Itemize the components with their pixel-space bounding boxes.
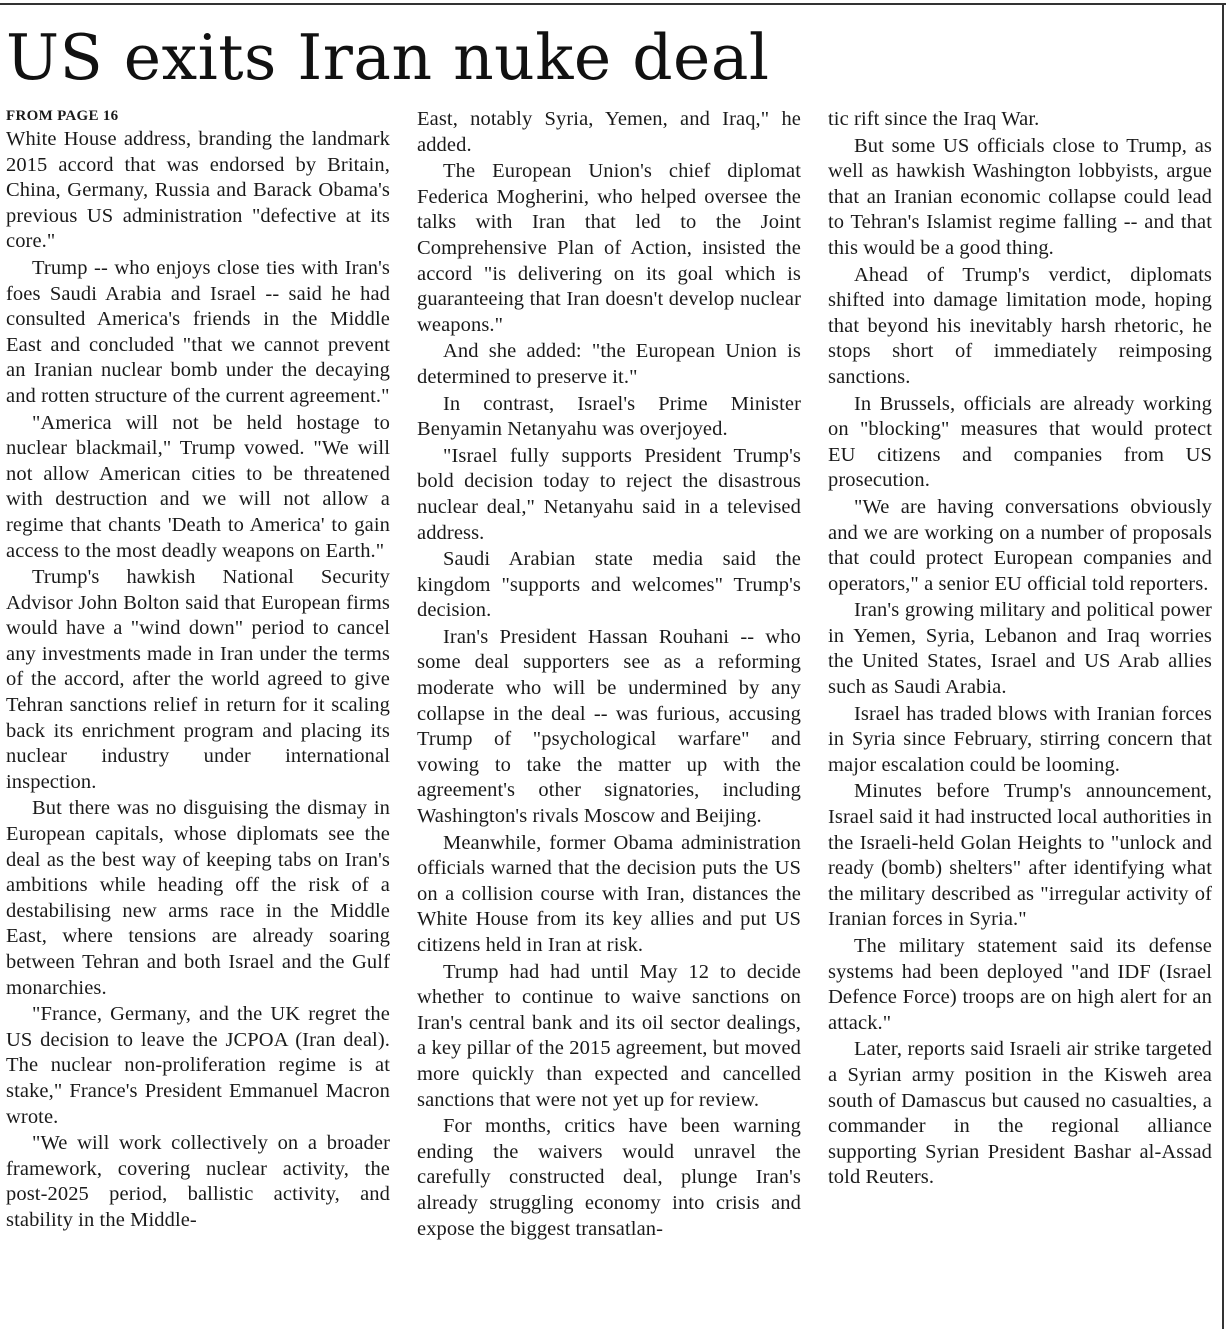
article-columns (6, 106, 1212, 1242)
column-1 (6, 106, 390, 1242)
paragraph: "America will not be held hostage to nuclear blackmail," Trump vowed. "We will not allow American cities to be threatened with destruction and we will not allow a regime that chants 'Death to America' to gain access to the most deadly weapons on Earth." (6, 411, 390, 562)
paragraph: Later, reports said Israeli air strike targeted a Syrian army position in the Kisweh area south of Damascus but caused no casualties, a commander in the regional alliance supporting Syrian President Bashar al-Assad told Reuters. (828, 1038, 1212, 1189)
paragraph: Iran's growing military and political power in Yemen, Syria, Lebanon and Iraq worries the United States, Israel and US Arab allies such as Saudi Arabia. (828, 599, 1212, 699)
paragraph: "We are having conversations obviously and we are working on a number of proposals that could protect European companies and operators," a senior EU official told reporters. (828, 495, 1212, 595)
headline: US exits Iran nuke deal (6, 21, 770, 94)
paragraph: And she added: "the European Union is determined to preserve it." (417, 340, 801, 388)
paragraph: Trump had had until May 12 to decide whether to continue to waive sanctions on Iran's central bank and its oil sector dealings, a key pillar of the 2015 agreement, but moved more quickly than expected and cancelled sanctions that were not yet up for review. (417, 960, 801, 1111)
paragraph: Israel has traded blows with Iranian forces in Syria since February, stirring concern that major escalation could be looming. (828, 702, 1212, 776)
paragraph: Saudi Arabian state media said the kingdom "supports and welcomes" Trump's decision. (417, 548, 801, 622)
paragraph: "Israel fully supports President Trump's bold decision today to reject the disastrous nuclear deal," Netanyahu said in a televised address. (417, 444, 801, 544)
top-border-rule (0, 3, 1226, 5)
paragraph: But there was no disguising the dismay in European capitals, whose diplomats see the deal as the best way of keeping tabs on Iran's ambitions while heading off the risk of a destabilising new arms race in the Middle East, where tensions are already soaring between Tehran and both Israel and the Gulf monarchies. (6, 797, 390, 999)
paragraph: In contrast, Israel's Prime Minister Benyamin Netanyahu was overjoyed. (417, 392, 801, 441)
paragraph: Iran's President Hassan Rouhani -- who some deal supporters see as a reforming moderate who will be undermined by any collapse in the deal -- was furious, accusing Trump of "psychological warfare" and vowing to take the matter up with the agreement's other signatories, including Washington's rivals Moscow and Beijing. (417, 625, 801, 828)
paragraph: The military statement said its defense systems had been deployed "and IDF (Israel Defence Force) troops are on high alert for an attack." (828, 935, 1212, 1034)
paragraph: East, notably Syria, Yemen, and Iraq," he added. (417, 108, 801, 156)
paragraph: "We will work collectively on a broader framework, covering nuclear activity, the post-2025 period, ballistic activity, and stability in the Middle- (6, 1132, 390, 1231)
dateline: FROM PAGE 16 (6, 108, 119, 124)
paragraph: Trump -- who enjoys close ties with Iran's foes Saudi Arabia and Israel -- said he had consulted America's friends in the Middle East and concluded "that we cannot prevent an Iranian nuclear bomb under the decaying and rotten structure of the current agreement." (6, 256, 390, 407)
paragraph: Minutes before Trump's announcement, Israel said it had instructed local authorities in the Israeli-held Golan Heights to "unlock and ready (bomb) shelters" after identifying what the military described as "irregular activity of Iranian forces in Syria." (828, 780, 1212, 931)
paragraph: The European Union's chief diplomat Federica Mogherini, who helped oversee the talks with Iran that led to the Joint Comprehensive Plan of Action, insisted the accord "is delivering on its goal which is guaranteeing that Iran doesn't develop nuclear weapons." (417, 160, 801, 336)
paragraph: "France, Germany, and the UK regret the US decision to leave the JCPOA (Iran deal). The nuclear non-proliferation regime is at stake," France's President Emmanuel Macron wrote. (6, 1003, 390, 1128)
paragraph: But some US officials close to Trump, as well as hawkish Washington lobbyists, argue that an Iranian economic collapse could lead to Tehran's Islamist regime falling -- and that this would be a good thing. (828, 134, 1212, 259)
column-2 (417, 106, 801, 1242)
paragraph: Trump's hawkish National Security Advisor John Bolton said that European firms would have a "wind down" period to cancel any investments made in Iran under the terms of the accord, after the world agreed to give Tehran sanctions relief in return for it scaling back its enrichment program and placing its nuclear industry under international inspection. (6, 566, 390, 793)
column-3 (828, 106, 1212, 1242)
paragraph: In Brussels, officials are already working on "blocking" measures that would protect EU citizens and companies from US prosecution. (828, 392, 1212, 492)
paragraph: White House address, branding the landmark 2015 accord that was endorsed by Britain, China, Germany, Russia and Barack Obama's previous US administration "defective at its core." (6, 128, 390, 253)
paragraph: For months, critics have been warning ending the waivers would unravel the carefully constructed deal, plunge Iran's already struggling economy into crisis and expose the biggest transatlan- (417, 1115, 801, 1240)
paragraph: Ahead of Trump's verdict, diplomats shifted into damage limitation mode, hoping that beyond his inevitably harsh rhetoric, he stops short of immediately reimposing sanctions. (828, 263, 1212, 388)
paragraph: Meanwhile, former Obama administration officials warned that the decision puts the US on a collision course with Iran, distances the White House from its key allies and put US citizens held in Iran at risk. (417, 831, 801, 956)
paragraph: tic rift since the Iraq War. (828, 108, 1040, 130)
right-border-rule (1222, 3, 1224, 1329)
